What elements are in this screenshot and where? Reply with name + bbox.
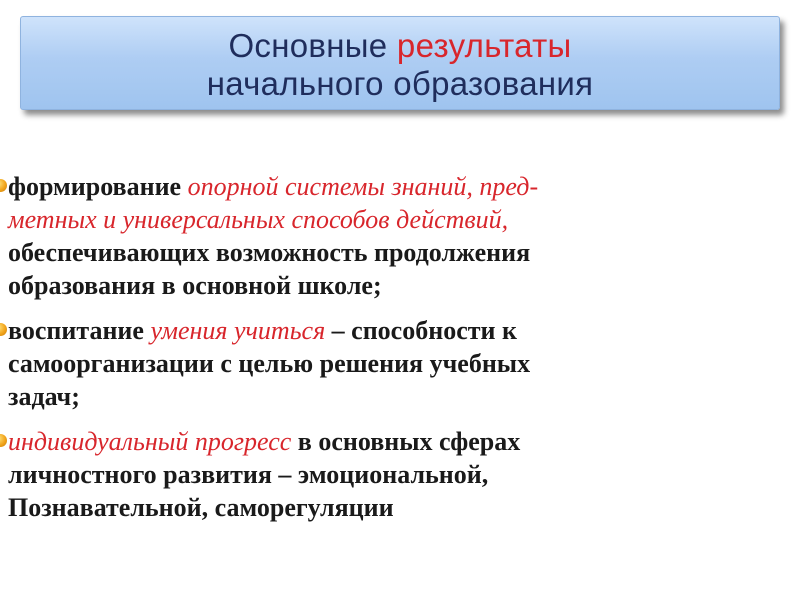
item-text: самоорганизации с целью решения учебных (8, 349, 531, 378)
item-text: формирование (8, 172, 188, 201)
item-emphasis: метных и универсальных способов действий, (8, 205, 509, 234)
item-text: воспитание (8, 316, 151, 345)
bullet-list (0, 170, 790, 536)
item-text: задач; (8, 382, 80, 411)
item-text: Познавательной, саморегуляции (8, 493, 394, 522)
item-emphasis: опорной системы знаний, пред- (187, 172, 539, 201)
bullet-icon (0, 179, 7, 192)
item-text: обеспечивающих возможность продолжения (8, 238, 531, 267)
title-banner (20, 16, 780, 110)
title-accent: результаты (396, 27, 572, 64)
item-line (8, 425, 790, 458)
title-line-2: начального образования (206, 65, 594, 102)
list-item (0, 314, 790, 413)
bullet-icon (0, 323, 7, 336)
item-text: в основных сферах (291, 427, 521, 456)
bullet-icon (0, 434, 7, 447)
item-emphasis: индивидуальный прогресс (8, 427, 292, 456)
item-text: – способности к (325, 316, 517, 345)
list-item (0, 425, 790, 524)
item-line (8, 314, 790, 347)
item-emphasis: умения учиться (150, 316, 326, 345)
item-text: образования в основной школе; (8, 271, 382, 300)
title-line-1 (21, 27, 779, 65)
item-line (8, 170, 790, 203)
list-item (0, 170, 790, 302)
title-prefix: Основные (228, 27, 397, 64)
item-text: личностного развития – эмоциональной, (8, 460, 489, 489)
